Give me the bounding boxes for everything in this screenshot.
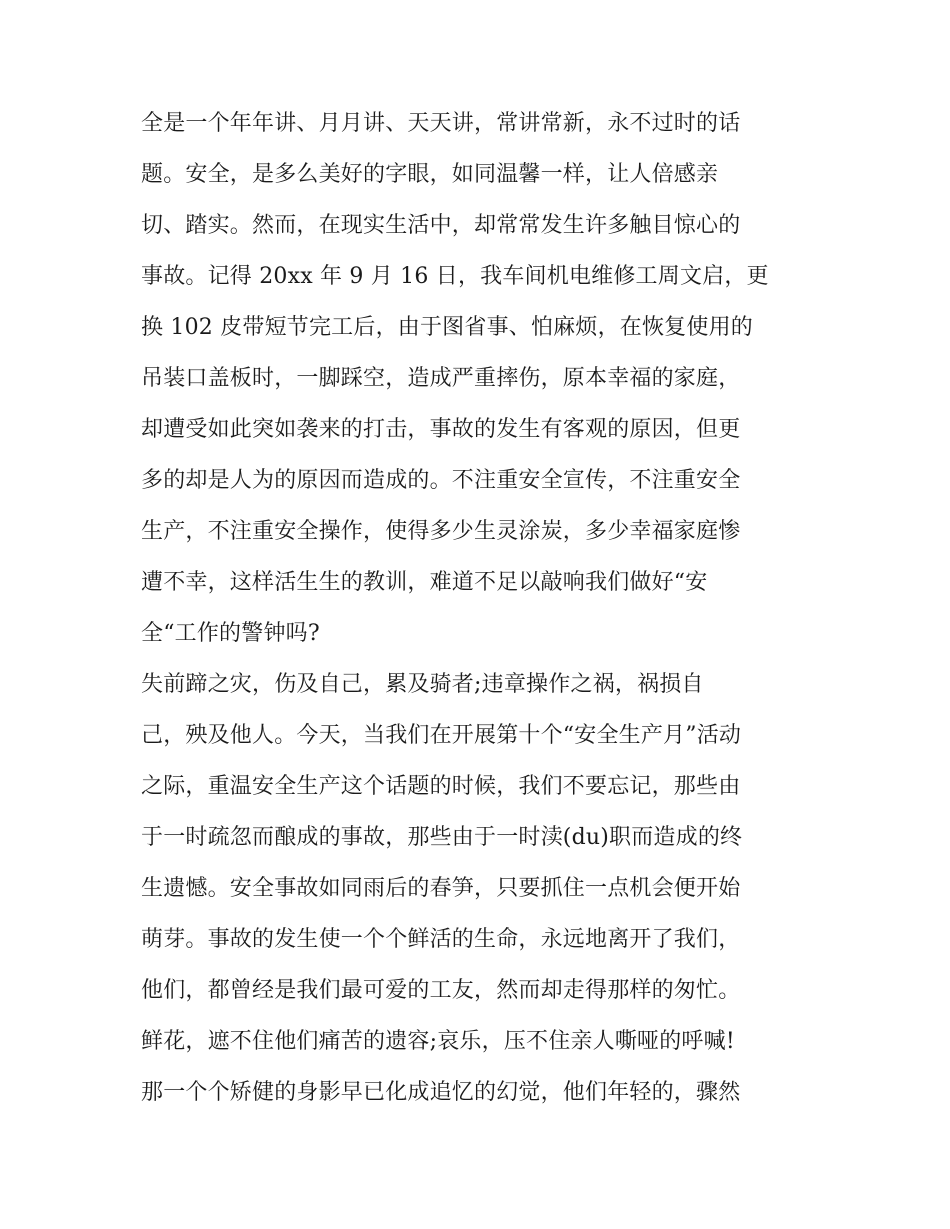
text-line: 吊装口盖板时，一脚踩空，造成严重摔伤，原本幸福的家庭， (141, 366, 741, 391)
text-line: 却遭受如此突如袭来的打击，事故的发生有客观的原因，但更 (141, 417, 741, 442)
text-line: 多的却是人为的原因而造成的。不注重安全宣传，不注重安全 (141, 468, 741, 493)
text-line: 那一个个矫健的身影早已化成追忆的幻觉，他们年轻的，骤然 (141, 1080, 741, 1105)
text-line: 事故。记得 20xx 年 9 月 16 日，我车间机电维修工周文启，更 (141, 264, 769, 289)
text-line: 失前蹄之灾，伤及自己，累及骑者;违章操作之祸，祸损自 (141, 672, 704, 697)
text-line: 己，殃及他人。今天，当我们在开展第十个“安全生产月”活动 (141, 723, 742, 748)
text-line: 遭不幸，这样活生生的教训，难道不足以敲响我们做好“安 (141, 570, 708, 595)
text-line: 题。安全，是多么美好的字眼，如同温馨一样，让人倍感亲 (141, 162, 719, 187)
text-line: 萌芽。事故的发生使一个个鲜活的生命，永远地离开了我们， (141, 927, 741, 952)
text-line: 他们，都曾经是我们最可爱的工友，然而却走得那样的匆忙。 (141, 978, 741, 1003)
text-line: 生产，不注重安全操作，使得多少生灵涂炭，多少幸福家庭惨 (141, 519, 741, 544)
text-line: 全“工作的警钟吗? (141, 621, 320, 646)
text-line: 全是一个年年讲、月月讲、天天讲，常讲常新，永不过时的话 (141, 111, 741, 136)
text-line: 于一时疏忽而酿成的事故，那些由于一时渎(du)职而造成的终 (141, 825, 743, 850)
text-line: 鲜花，遮不住他们痛苦的遗容;哀乐，压不住亲人嘶哑的呼喊! (141, 1029, 735, 1054)
text-line: 生遗憾。安全事故如同雨后的春笋，只要抓住一点机会便开始 (141, 876, 741, 901)
text-line: 换 102 皮带短节完工后，由于图省事、怕麻烦，在恢复使用的 (141, 315, 753, 340)
text-line: 切、踏实。然而，在现实生活中，却常常发生许多触目惊心的 (141, 213, 741, 238)
text-line: 之际，重温安全生产这个话题的时候，我们不要忘记，那些由 (141, 774, 741, 799)
body-text (141, 98, 821, 1118)
